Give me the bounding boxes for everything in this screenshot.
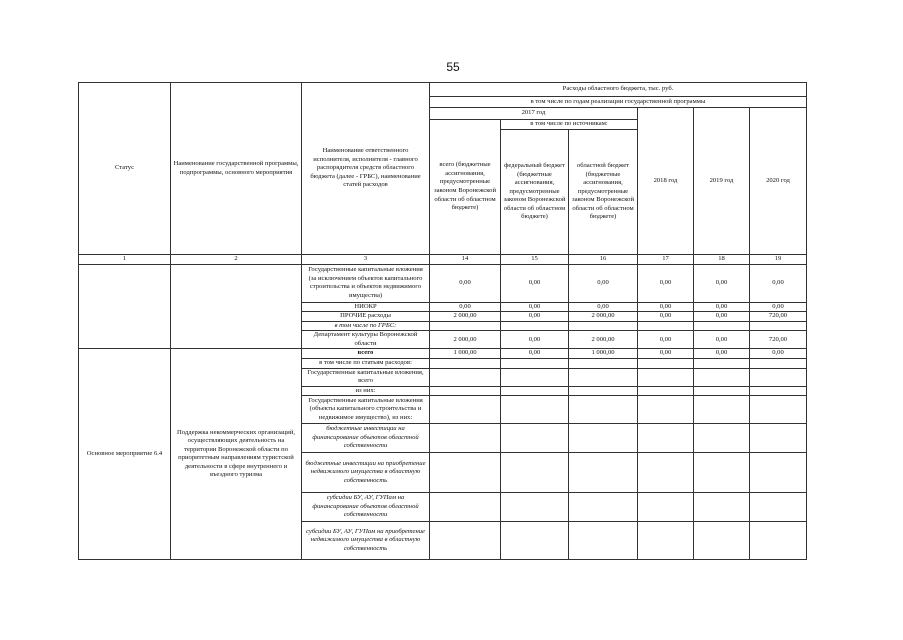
budget-value-cell: [501, 368, 569, 386]
expense-item-label: субсидии БУ, АУ, ГУПам на приобретение недвижимого имущества в областную собственность: [302, 522, 430, 560]
budget-value-cell: [750, 493, 807, 522]
header-status: Статус: [79, 83, 171, 255]
column-number: 2: [171, 255, 302, 265]
budget-value-cell: [569, 358, 638, 368]
budget-value-cell: 0,00: [750, 264, 807, 302]
budget-value-cell: [569, 321, 638, 331]
column-number: 14: [430, 255, 501, 265]
expense-item-label: Государственные капитальные вложения (объекты капитального строительства и недвижимое имущество), из них:: [302, 396, 430, 424]
header-by-years: в том числе по годам реализации государственной программы: [430, 97, 807, 108]
expense-item-label: из них:: [302, 386, 430, 396]
budget-value-cell: 1 000,00: [569, 349, 638, 359]
budget-value-cell: [569, 424, 638, 453]
budget-value-cell: 0,00: [638, 312, 694, 322]
budget-value-cell: [569, 386, 638, 396]
column-number: 18: [694, 255, 750, 265]
budget-value-cell: [501, 396, 569, 424]
budget-value-cell: 0,00: [430, 264, 501, 302]
header-year-2017: 2017 год: [430, 108, 638, 120]
budget-value-cell: [694, 522, 750, 560]
event-status: Основное мероприятие 6.4: [79, 349, 171, 560]
budget-value-cell: [638, 453, 694, 493]
budget-value-cell: 2 000,00: [430, 312, 501, 322]
program-cell-empty: [171, 264, 302, 349]
budget-value-cell: [501, 358, 569, 368]
expense-item-label: субсидии БУ, АУ, ГУПам на финансирование объектов областной собственности: [302, 493, 430, 522]
budget-value-cell: [750, 321, 807, 331]
expense-item-label: бюджетные инвестиции на финансирование объектов областной собственности: [302, 424, 430, 453]
budget-value-cell: [430, 453, 501, 493]
budget-value-cell: [430, 358, 501, 368]
expense-item-label: НИОКР: [302, 302, 430, 312]
header-program-name: Наименование государственной программы, подпрограммы, основного мероприятия: [171, 83, 302, 255]
header-by-sources: в том числе по источникам:: [501, 120, 638, 130]
budget-value-cell: 0,00: [638, 349, 694, 359]
budget-value-cell: 0,00: [501, 331, 569, 349]
status-cell-empty: [79, 264, 171, 349]
expense-item-label: в том числе по статьям расходов:: [302, 358, 430, 368]
budget-value-cell: [569, 522, 638, 560]
header-regional: областной бюджет (бюджетные ассигнования, предусмотренные законом Воронежской области об областном бюджете): [569, 130, 638, 255]
budget-value-cell: 720,00: [750, 331, 807, 349]
budget-value-cell: [750, 386, 807, 396]
budget-value-cell: 0,00: [638, 302, 694, 312]
expense-item-label: ПРОЧИЕ расходы: [302, 312, 430, 322]
budget-value-cell: 0,00: [694, 302, 750, 312]
budget-value-cell: 0,00: [638, 264, 694, 302]
budget-value-cell: [569, 453, 638, 493]
budget-value-cell: [430, 386, 501, 396]
budget-value-cell: 0,00: [750, 302, 807, 312]
budget-value-cell: [569, 493, 638, 522]
header-executor: Наименование ответственного исполнителя, исполнителя - главного распорядителя средств областного бюджета (далее - ГРБС), наименование статей расходов: [302, 83, 430, 255]
budget-value-cell: 0,00: [569, 264, 638, 302]
budget-value-cell: [750, 453, 807, 493]
budget-value-cell: [694, 396, 750, 424]
table-row: [79, 349, 807, 359]
budget-value-cell: 2 000,00: [569, 331, 638, 349]
budget-value-cell: [694, 453, 750, 493]
budget-value-cell: [750, 358, 807, 368]
budget-value-cell: [430, 493, 501, 522]
budget-value-cell: 0,00: [750, 349, 807, 359]
budget-value-cell: [638, 424, 694, 453]
column-number: 19: [750, 255, 807, 265]
budget-value-cell: 0,00: [430, 302, 501, 312]
budget-value-cell: 0,00: [501, 302, 569, 312]
header-year-2020: 2020 год: [750, 108, 807, 255]
budget-value-cell: 0,00: [501, 349, 569, 359]
header-total: всего (бюджетные ассигнования, предусмотренные законом Воронежской области об областном бюджете): [430, 120, 501, 255]
header-year-2018: 2018 год: [638, 108, 694, 255]
budget-value-cell: [694, 358, 750, 368]
budget-value-cell: [750, 396, 807, 424]
budget-value-cell: 0,00: [501, 264, 569, 302]
budget-value-cell: 0,00: [569, 302, 638, 312]
budget-value-cell: [750, 424, 807, 453]
table-row: [79, 264, 807, 302]
budget-value-cell: 0,00: [694, 331, 750, 349]
event-name: Поддержка некоммерческих организаций, осуществляющих деятельность на территории Воронежской области по приоритетным направлениям туристской деятельности в сфере внутреннего и въездного туризма: [171, 349, 302, 560]
budget-value-cell: [501, 321, 569, 331]
expense-item-label: Государственные капитальные вложения, всего: [302, 368, 430, 386]
budget-value-cell: [694, 321, 750, 331]
budget-value-cell: 1 000,00: [430, 349, 501, 359]
budget-value-cell: [501, 386, 569, 396]
budget-value-cell: [694, 368, 750, 386]
budget-value-cell: [750, 522, 807, 560]
column-number: 17: [638, 255, 694, 265]
expense-item-label: в том числе по ГРБС:: [302, 321, 430, 331]
budget-value-cell: 0,00: [694, 312, 750, 322]
column-number: 1: [79, 255, 171, 265]
header-federal: федеральный бюджет (бюджетные ассигнования, предусмотренные законом Воронежской области об областном бюджете): [501, 130, 569, 255]
budget-value-cell: [694, 493, 750, 522]
budget-value-cell: [638, 368, 694, 386]
budget-value-cell: [430, 396, 501, 424]
budget-value-cell: [694, 386, 750, 396]
budget-value-cell: 720,00: [750, 312, 807, 322]
budget-value-cell: 0,00: [694, 349, 750, 359]
budget-value-cell: [430, 424, 501, 453]
budget-value-cell: [430, 321, 501, 331]
budget-value-cell: [750, 368, 807, 386]
budget-value-cell: [638, 386, 694, 396]
budget-value-cell: [638, 321, 694, 331]
budget-table: [78, 82, 807, 560]
budget-value-cell: [569, 396, 638, 424]
page-number: 55: [446, 60, 460, 74]
budget-value-cell: [638, 493, 694, 522]
table-body: [79, 264, 807, 560]
budget-value-cell: 0,00: [501, 312, 569, 322]
budget-value-cell: [638, 358, 694, 368]
expense-item-label: бюджетные инвестиции на приобретение недвижимого имущества в областную собственность: [302, 453, 430, 493]
budget-value-cell: [694, 424, 750, 453]
column-number: 16: [569, 255, 638, 265]
budget-value-cell: [501, 424, 569, 453]
budget-value-cell: 0,00: [638, 331, 694, 349]
budget-value-cell: 0,00: [694, 264, 750, 302]
column-number: 15: [501, 255, 569, 265]
budget-value-cell: [501, 493, 569, 522]
expense-item-label: Государственные капитальные вложения (за исключением объектов капитального строительства и объектов недвижимого имущества): [302, 264, 430, 302]
budget-value-cell: [430, 368, 501, 386]
expense-item-label: всего: [302, 349, 430, 359]
budget-value-cell: 2 000,00: [430, 331, 501, 349]
budget-value-cell: [638, 522, 694, 560]
budget-value-cell: [501, 522, 569, 560]
budget-value-cell: [430, 522, 501, 560]
column-number: 3: [302, 255, 430, 265]
budget-value-cell: 2 000,00: [569, 312, 638, 322]
budget-value-cell: [501, 453, 569, 493]
budget-value-cell: [638, 396, 694, 424]
header-budget-title: Расходы областного бюджета, тыс. руб.: [430, 83, 807, 97]
header-year-2019: 2019 год: [694, 108, 750, 255]
budget-value-cell: [569, 368, 638, 386]
expense-item-label: Департамент культуры Воронежской области: [302, 331, 430, 349]
